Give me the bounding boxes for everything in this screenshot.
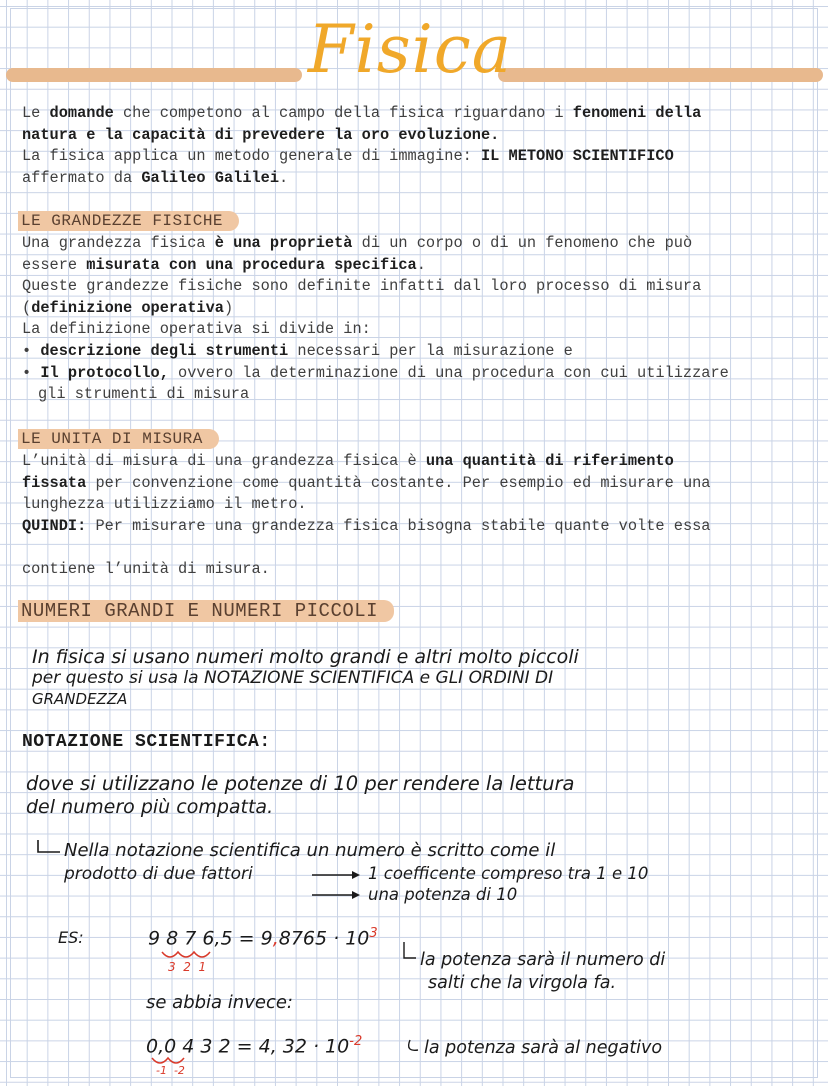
hand-text-arrow2: una potenza di 10	[368, 885, 518, 904]
unita-paragraph: L’unità di misura di una grandezza fisica è una quantità di riferimento fissata per convenzione come quantità costante. Per esempio ed misurare una lunghezza utilizziamo il metro. QUINDI: Per misurare una grandezza fisica bisogna stabile quante volte essa contiene l’unità di misura.	[22, 452, 711, 578]
intro-paragraph: Le domande che competono al campo della fisica riguardano i fenomeni della natura e la capacità di prevedere la oro evoluzione. La fisica applica un metodo generale di immagine: IL METONO SCIENTIFICO affermato da Galileo Galilei.	[22, 104, 702, 187]
example2-equation: 0,0 4 3 2 = 4, $32 \cdot 10^{-2}$	[146, 1034, 363, 1058]
grandezze-paragraph: Una grandezza fisica è una proprietà di un corpo o di un fenomeno che può essere misurata con una procedura specifica. Queste grandezze fisiche sono definite infatti dal loro processo di misura (definizione operativa) La definizione operativa si divide in: • descrizione degli strumenti necessari per la misurazione e • Il protocollo, ovvero la determinazione di una procedura con cui utilizzare gli strumenti di misura	[22, 233, 812, 406]
notazione-label: NOTAZIONE SCIENTIFICA:	[22, 732, 271, 752]
hand-text-p3-line2: prodotto di due fattori	[64, 864, 253, 884]
hand-text-p3-line1: Nella notazione scientifica un numero è scritto come il	[64, 840, 556, 861]
section-heading-unita: LE UNITA DI MISURA	[18, 429, 219, 449]
page-title: Fisica	[307, 11, 513, 88]
example1-equation: 9 8 7 $6,5 = 9,8765 \cdot 10^3$	[148, 926, 378, 950]
hand-text-arrow1: 1 coefficente compreso tra 1 e 10	[368, 864, 649, 883]
example2-steps: -1 -2	[156, 1064, 185, 1077]
example2-note: la potenza sarà al negativo	[424, 1038, 663, 1058]
hand-text-p2-line2: del numero più compatta.	[26, 796, 274, 818]
hand-text-p1-line1: In fisica si usano numeri molto grandi e altri molto piccoli	[32, 646, 579, 668]
section-heading-numeri: NUMERI GRANDI E NUMERI PICCOLI	[18, 600, 394, 622]
example1-note-line2: salti che la virgola fa.	[428, 973, 617, 993]
bullet-strumenti: • descrizione degli strumenti necessari per la misurazione e	[22, 341, 573, 360]
example1-note-line1: la potenza sarà il numero di	[420, 950, 666, 970]
hand-text-se-abbia: se abbia invece:	[146, 992, 293, 1013]
hand-text-p2-line1: dove si utilizzano le potenze di 10 per rendere la lettura	[26, 772, 575, 795]
section-heading-grandezze: LE GRANDEZZE FISICHE	[18, 211, 239, 231]
hand-text-p1-line3: GRANDEZZA	[32, 690, 128, 708]
hand-text-es: ES:	[58, 928, 84, 947]
example1-steps: 3 2 1	[168, 960, 207, 974]
hand-text-p1-line2: per questo si usa la NOTAZIONE SCIENTIFICA e GLI ORDINI DI	[32, 668, 554, 688]
bullet-protocollo: • Il protocollo, ovvero la determinazione di una procedura con cui utilizzare gli strumenti di misura	[22, 363, 729, 404]
